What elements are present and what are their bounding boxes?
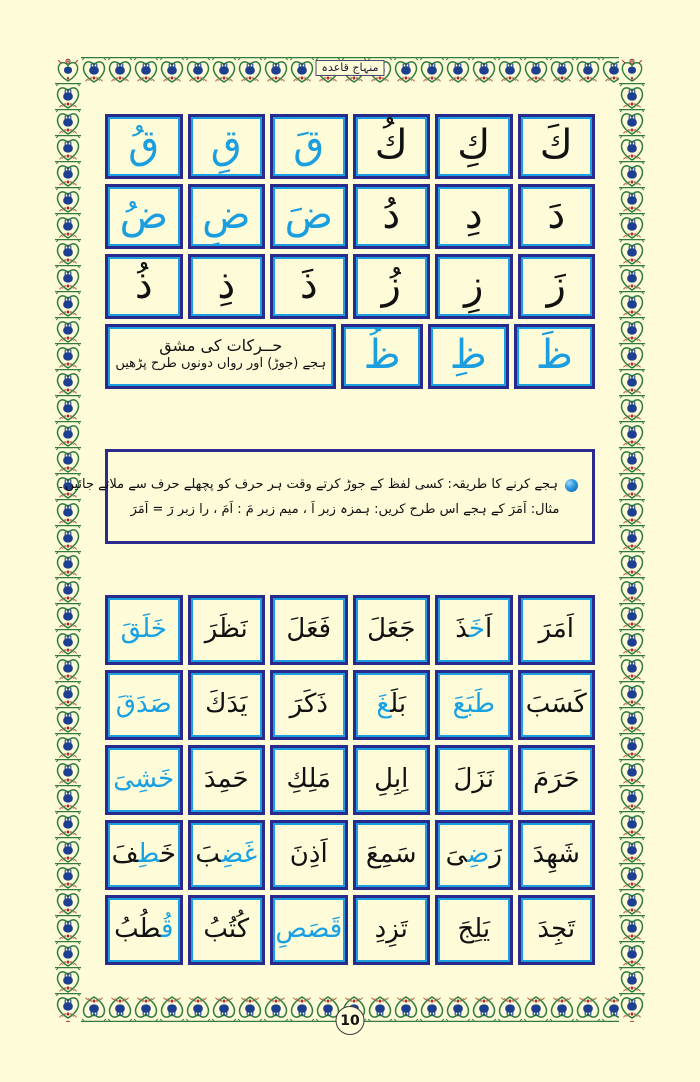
word-segment: حَرَمَ — [533, 764, 580, 794]
word-cell — [435, 820, 513, 890]
word-glyph — [533, 841, 580, 867]
word-cell — [435, 895, 513, 965]
word-glyph — [375, 916, 408, 942]
word-segment: فَعَلَ — [286, 614, 332, 644]
words-row — [105, 670, 595, 740]
instruction-note-line-2 — [122, 503, 578, 517]
word-glyph — [114, 916, 173, 942]
word-glyph — [286, 616, 331, 642]
letter-glyph: ظُ — [363, 331, 401, 378]
letter-cell — [435, 254, 513, 319]
word-glyph — [113, 766, 174, 792]
word-cell — [518, 895, 596, 965]
word-segment: یَ — [445, 839, 468, 869]
word-segment: يَدَكَ — [205, 689, 248, 719]
word-cell — [105, 820, 183, 890]
letter-glyph: ضُ — [119, 191, 168, 238]
instruction-note-text-1: ہجے کرنے کا طریقہ: کسی لفظ کے جوڑ کرتے وقت ہر حرف کو پچھلے حرف سے ملاتے جائیں۔ — [56, 477, 558, 493]
word-segment: بَ — [195, 839, 221, 869]
word-glyph — [205, 691, 247, 717]
border-left — [55, 57, 81, 1022]
border-right — [619, 57, 645, 1022]
instruction-note-line-1 — [56, 477, 578, 493]
word-cell — [435, 595, 513, 665]
word-glyph — [526, 691, 587, 717]
word-cell — [518, 745, 596, 815]
word-cell — [188, 595, 266, 665]
letter-cell — [435, 114, 513, 179]
word-cell — [353, 595, 431, 665]
letter-cell — [428, 324, 509, 389]
letter-cell — [270, 254, 348, 319]
word-segment: خَ — [159, 839, 176, 869]
word-cell — [518, 820, 596, 890]
word-glyph — [203, 916, 249, 942]
letter-glyph: دُ — [382, 191, 401, 238]
word-segment: رَ — [489, 839, 502, 869]
word-segment: قُ — [160, 914, 174, 944]
letter-glyph: ذِ — [217, 261, 236, 308]
word-glyph — [374, 766, 408, 792]
harakat-practice-instruction-cell — [105, 324, 337, 389]
words-row — [105, 820, 595, 890]
word-cell — [435, 670, 513, 740]
word-segment: ذَكَرَ — [289, 689, 328, 719]
letters-row — [105, 324, 595, 389]
word-glyph — [204, 766, 249, 792]
word-cell — [270, 820, 348, 890]
letter-glyph: ذُ — [134, 261, 153, 308]
word-segment: كُتُبُ — [203, 914, 250, 944]
word-segment: حَمِدَ — [203, 764, 249, 794]
word-cell — [105, 595, 183, 665]
word-segment: مَلِكِ — [286, 764, 331, 794]
word-cell — [105, 895, 183, 965]
letters-row — [105, 184, 595, 249]
word-glyph — [121, 616, 167, 642]
word-segment: غَضِ — [220, 839, 258, 869]
letter-glyph: كِ — [457, 121, 491, 168]
word-segment: شَهِدَ — [532, 839, 580, 869]
letter-cell — [105, 184, 183, 249]
words-practice-table — [105, 595, 595, 965]
word-segment: قَصَصِ — [275, 914, 343, 944]
letter-glyph: قِ — [210, 121, 242, 168]
letter-glyph: زِ — [464, 261, 484, 308]
letter-cell — [188, 114, 266, 179]
word-segment: فَ — [111, 839, 139, 869]
word-segment: اَ — [485, 614, 493, 644]
letter-glyph: ظِ — [449, 331, 487, 378]
letter-glyph: زَ — [546, 261, 566, 308]
word-cell — [270, 895, 348, 965]
word-glyph — [537, 916, 575, 942]
word-segment: سَمِعَ — [365, 839, 417, 869]
word-glyph — [457, 916, 490, 942]
letter-cell — [188, 254, 266, 319]
instruction-note — [56, 449, 595, 544]
word-cell — [353, 820, 431, 890]
words-row — [105, 595, 595, 665]
bullet-sphere-icon — [565, 479, 578, 492]
word-segment: طُبُ — [114, 914, 161, 944]
harakat-practice-title: حــرکات کی مشق — [159, 336, 283, 356]
letter-cell — [353, 184, 431, 249]
word-cell — [270, 670, 348, 740]
word-glyph — [290, 841, 328, 867]
letter-cell — [514, 324, 595, 389]
word-segment: بَلَ — [390, 689, 407, 719]
word-segment: ضِ — [467, 839, 490, 869]
word-cell — [188, 895, 266, 965]
letter-cell — [105, 254, 183, 319]
word-glyph — [287, 766, 331, 792]
word-segment: نَظَرَ — [204, 614, 248, 644]
word-glyph — [454, 766, 494, 792]
word-glyph — [367, 616, 415, 642]
letter-cell — [518, 114, 596, 179]
word-segment: اَذِنَ — [289, 839, 328, 869]
word-segment: نَزَلَ — [453, 764, 494, 794]
letter-cell — [435, 184, 513, 249]
letters-row — [105, 254, 595, 319]
letter-cell — [353, 254, 431, 319]
word-segment: جَعَلَ — [367, 614, 416, 644]
word-cell — [353, 670, 431, 740]
word-cell — [353, 745, 431, 815]
words-row — [105, 745, 595, 815]
word-segment: اِبِلِ — [374, 764, 409, 794]
instruction-note-text-2: مثال: اَمَرَ کے ہجے اس طرح کریں: ہمزہ زبر اَ ، میم زبر مَ : اَمَ ، را زبر رَ = اَمَرَ — [130, 501, 560, 517]
word-segment: تَزِدِ — [374, 914, 408, 944]
word-segment: خَشِیَ — [113, 764, 175, 794]
word-cell — [270, 745, 348, 815]
letter-cell — [270, 184, 348, 249]
word-segment: طِ — [138, 839, 160, 869]
letter-glyph: ذَ — [299, 261, 318, 308]
word-segment: كَسَبَ — [525, 689, 587, 719]
word-segment: یَلِجَ — [457, 914, 491, 944]
letter-cell — [518, 184, 596, 249]
letter-cell — [270, 114, 348, 179]
letter-cell — [105, 114, 183, 179]
word-glyph — [116, 691, 172, 717]
letter-glyph: دِ — [464, 191, 483, 238]
letter-glyph: قُ — [128, 121, 160, 168]
letter-glyph: ضِ — [202, 191, 251, 238]
word-cell — [188, 745, 266, 815]
word-segment: طَبَعَ — [452, 689, 495, 719]
word-segment: ذَ — [455, 614, 469, 644]
letter-glyph: دَ — [547, 191, 566, 238]
word-glyph — [533, 766, 580, 792]
word-glyph — [205, 616, 248, 642]
words-row — [105, 895, 595, 965]
word-cell — [518, 595, 596, 665]
word-glyph — [275, 916, 342, 942]
word-segment: تَجِدَ — [537, 914, 576, 944]
letter-cell — [188, 184, 266, 249]
word-cell — [188, 670, 266, 740]
letter-glyph: زُ — [381, 261, 401, 308]
word-cell — [105, 745, 183, 815]
letter-glyph: قَ — [293, 121, 325, 168]
letter-cell — [518, 254, 596, 319]
word-glyph — [366, 841, 417, 867]
word-glyph — [453, 691, 495, 717]
word-cell — [188, 820, 266, 890]
word-segment: غَ — [376, 689, 391, 719]
letters-row — [105, 114, 595, 179]
word-glyph — [376, 691, 406, 717]
letter-glyph: كُ — [374, 121, 408, 168]
word-segment: صَدَقَ — [115, 689, 172, 719]
word-glyph — [290, 691, 328, 717]
letter-glyph: ضَ — [284, 191, 333, 238]
word-glyph — [112, 841, 176, 867]
page-header-label: منہاج قاعدہ — [316, 60, 385, 76]
word-glyph — [446, 841, 502, 867]
word-segment: خَلَقَ — [120, 614, 167, 644]
word-cell — [435, 745, 513, 815]
word-cell — [270, 595, 348, 665]
word-glyph — [195, 841, 257, 867]
word-glyph — [539, 616, 575, 642]
word-cell — [105, 670, 183, 740]
word-segment: خَ — [468, 614, 485, 644]
page-number: 10 — [336, 1006, 365, 1035]
letter-cell — [353, 114, 431, 179]
word-glyph — [455, 616, 492, 642]
word-cell — [518, 670, 596, 740]
word-cell — [353, 895, 431, 965]
harakat-letters-table — [105, 114, 595, 389]
word-segment: اَمَرَ — [538, 614, 574, 644]
letter-glyph: كَ — [539, 121, 573, 168]
harakat-practice-subtitle: ہجے (جوڑ) اور رواں دونوں طرح پڑھیں — [115, 356, 327, 372]
letter-cell — [341, 324, 422, 389]
letter-glyph: ظَ — [535, 331, 573, 378]
